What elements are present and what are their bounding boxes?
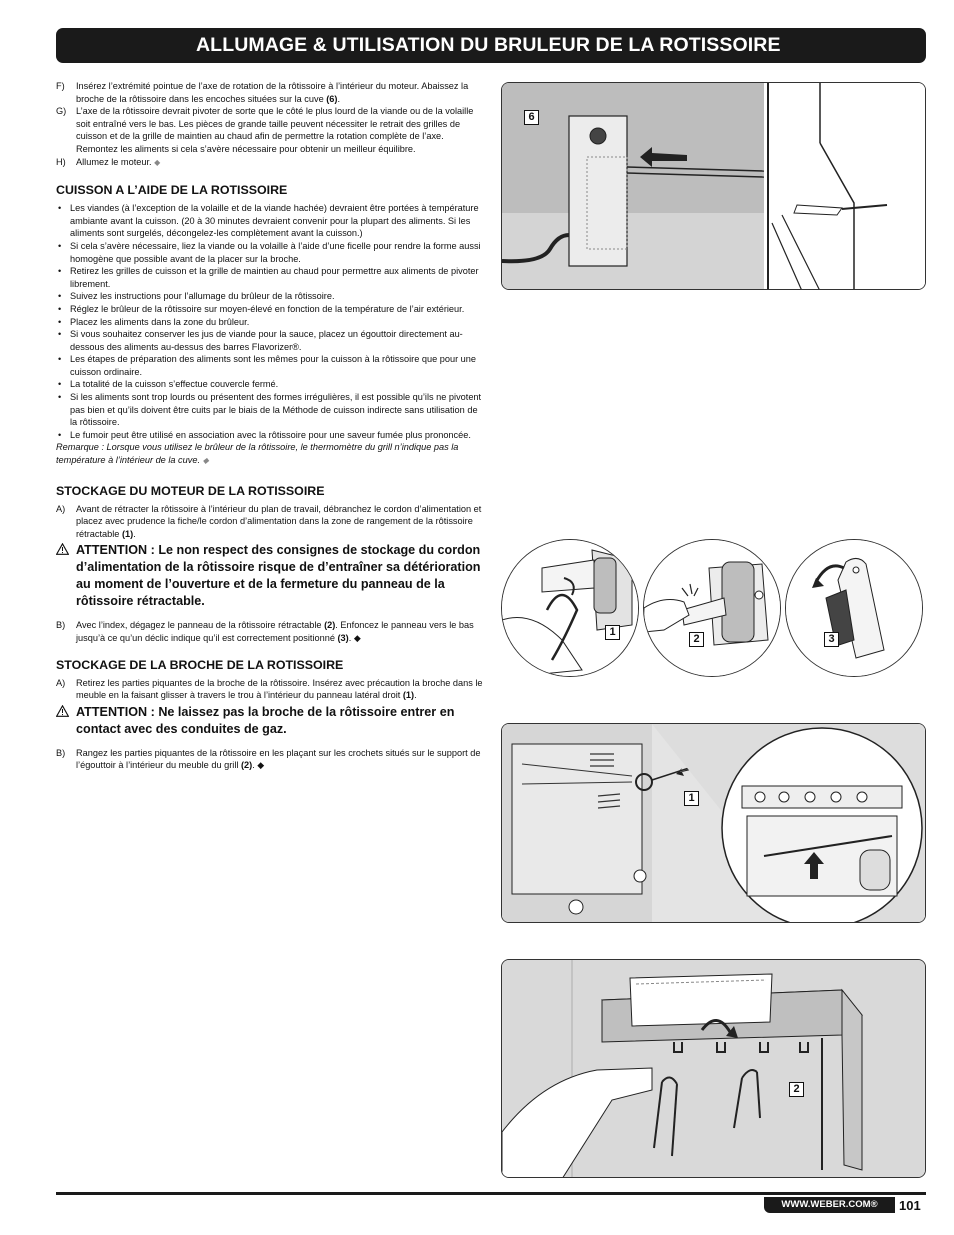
list-item: • Retirez les grilles de cuisson et la grille de maintien au chaud pour permettre aux aliments de pivoter librement. (56, 265, 484, 290)
step-f: F) Insérez l’extrémité pointue de l’axe de rotation de la rôtissoire à l’intérieur du moteur. Abaissez la broche de la rôtissoire dans les encoches situées sur la cuve (6). (56, 81, 469, 104)
list-item: • Si les aliments sont trop lourds ou présentent des formes irrégulières, il est possible qu’ils ne pivotent pas bien et qu’ils doivent être cuits par le biais de la Méthode de cuisson indirecte sans utilisation de la rôtissoire. (56, 391, 484, 429)
cuisson-bullet-list (56, 202, 484, 441)
figure-number-label: 1 (605, 625, 620, 640)
warning-triangle-icon (56, 542, 76, 610)
warning-triangle-icon (56, 704, 76, 738)
list-item: • Placez les aliments dans la zone du brûleur. (56, 316, 484, 329)
section-heading-broche: STOCKAGE DE LA BROCHE DE LA ROTISSOIRE (56, 657, 344, 672)
page-number: 101 (899, 1198, 921, 1213)
figure-number-label: 2 (789, 1082, 804, 1097)
list-item: • Suivez les instructions pour l’allumage du brûleur de la rôtissoire. (56, 290, 484, 303)
page-title: ALLUMAGE & UTILISATION DU BRULEUR DE LA ROTISSOIRE (196, 34, 781, 56)
figure-number-label: 3 (824, 632, 839, 647)
circle-illustration-release-panel (643, 539, 781, 677)
page-header-banner (56, 28, 926, 63)
section-heading-moteur: STOCKAGE DU MOTEUR DE LA ROTISSOIRE (56, 483, 325, 498)
intro-steps (56, 80, 484, 169)
list-item: • Le fumoir peut être utilisé en association avec la rôtissoire pour une saveur fumée plus prononcée. (56, 429, 484, 442)
circle-illustration-push-panel (785, 539, 923, 677)
figure-number-label: 6 (524, 110, 539, 125)
moteur-warning: ATTENTION : Le non respect des consignes de stockage du cordon d’alimentation de la rôtissoire risque de d’entraîner sa détérioration au moment de l’ouverture et de la fermeture du panneau de la rôtissoire rétractable. (56, 542, 484, 610)
website-tag: WWW.WEBER.COM® (764, 1197, 895, 1213)
section-heading-cuisson: CUISSON A L’AIDE DE LA ROTISSOIRE (56, 183, 288, 198)
cuisson-note: Remarque : Lorsque vous utilisez le brûleur de la rôtissoire, le thermomètre du grill n’indique pas la température à l’intérieur de la cuve. ◆ (56, 442, 459, 466)
step-g: G) L’axe de la rôtissoire devrait pivoter de sorte que le côté le plus lourd de la viande ou de la volaille soit entraîné vers le bas. Les pièces de grande taille peuvent nécessiter le retrait des grilles de cuisson et de la grille de maintien au chaud afin de permettre la rotation complète de l’axe. Remontez les aliments si cela s’avère nécessaire pour obtenir un meilleur équilibre. (56, 106, 474, 154)
list-item: • Si cela s’avère nécessaire, liez la viande ou la volaille à l’aide d’une ficelle pour rendre la forme aussi homogène que possible avant de la placer sur la broche. (56, 240, 484, 265)
list-item: • Réglez le brûleur de la rôtissoire sur moyen-élevé en fonction de la température de l’air extérieur. (56, 303, 484, 316)
rotisserie-motor-illustration (501, 82, 926, 290)
circle-illustration-cord-storage (501, 539, 639, 677)
figure-number-label: 1 (684, 791, 699, 806)
skewer-hooks-illustration (501, 959, 926, 1178)
moteur-step-b: B) Avec l’index, dégagez le panneau de la rôtissoire rétractable (2). Enfoncez le panneau vers le bas jusqu’à ce qu’un déclic indique qu’il est correctement positionné (3). ◆ (56, 620, 474, 643)
broche-step-a: A) Retirez les parties piquantes de la broche de la rôtissoire. Insérez avec précaution la broche dans le meuble en la faisant glisser à travers le trou à l’intérieur du panneau latéral droit (1). (56, 677, 483, 701)
figure-number-label: 2 (689, 632, 704, 647)
broche-warning: ATTENTION : Ne laissez pas la broche de la rôtissoire entrer en contact avec des conduites de gaz. (56, 704, 484, 738)
cabinet-spit-storage-illustration (501, 723, 926, 923)
step-h: H) Allumez le moteur. ◆ (56, 156, 161, 167)
list-item: • La totalité de la cuisson s’effectue couvercle fermé. (56, 378, 484, 391)
moteur-step-a: A) Avant de rétracter la rôtissoire à l’intérieur du plan de travail, débranchez le cordon d’alimentation et placez avec prudence la fiche/le cordon d’alimentation dans la zone de rangement de la rôtissoire rétractable (1). (56, 503, 482, 539)
broche-step-b: B) Rangez les parties piquantes de la rôtissoire en les plaçant sur les crochets situés sur le support de l’égouttoir à l’intérieur du meuble du grill (2). ◆ (56, 747, 481, 771)
list-item: • Si vous souhaitez conserver les jus de viande pour la sauce, placez un égouttoir directement au-dessous des aliments au-dessus des barres Flavorizer®. (56, 328, 484, 353)
footer-rule (56, 1192, 926, 1195)
text-column (56, 80, 484, 772)
list-item: • Les étapes de préparation des aliments sont les mêmes pour la cuisson à la rôtissoire que pour une cuisson ordinaire. (56, 353, 484, 378)
list-item: • Les viandes (à l’exception de la volaille et de la viande hachée) devraient être portées à température ambiante avant la cuisson. (20 à 30 minutes devraient convenir pour la plupart des aliments. Si les aliments sont surgelés, décongelez-les complètement avant la cuisson.) (56, 202, 484, 240)
